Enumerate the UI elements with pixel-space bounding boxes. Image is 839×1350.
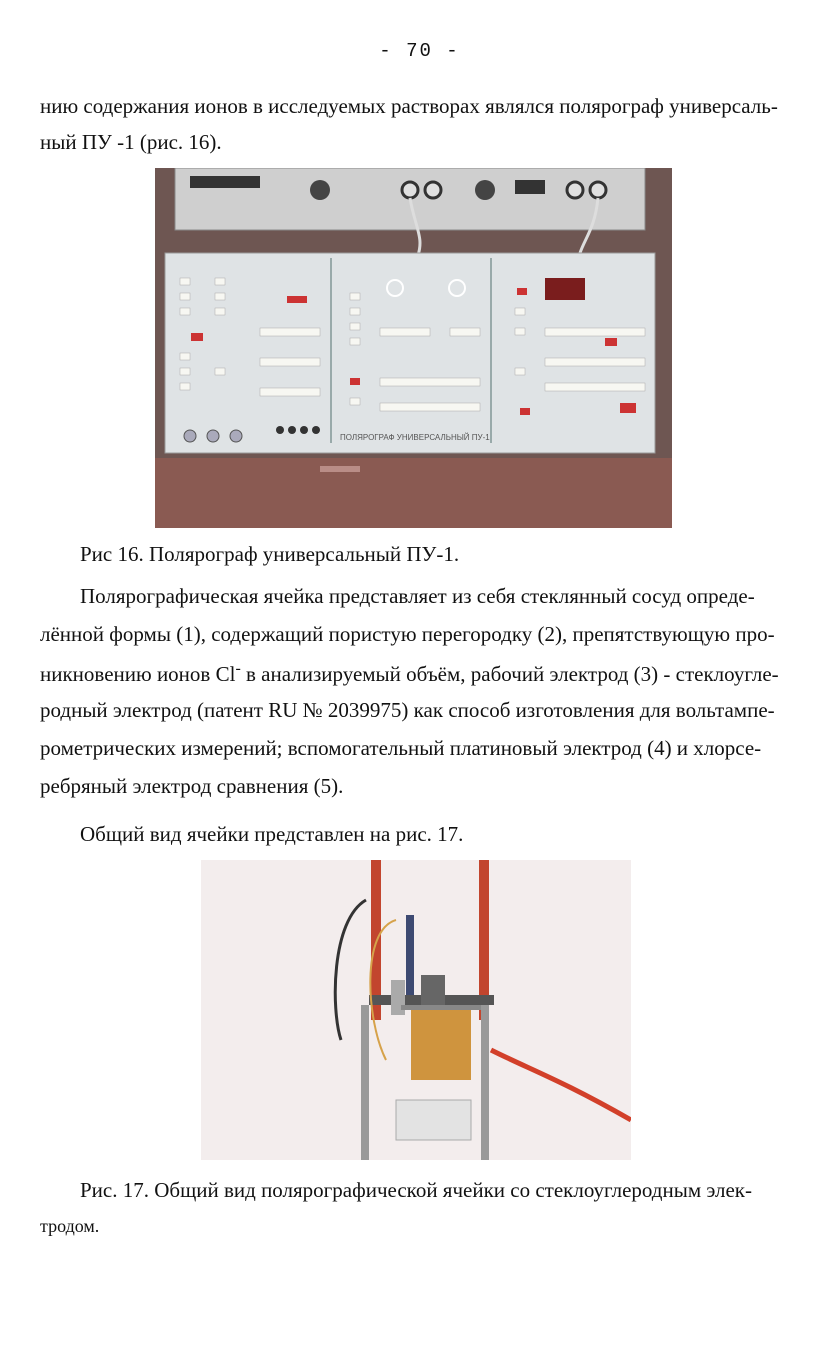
intro-line-1: нию содержания ионов в исследуемых растворах являлся полярограф универсаль-: [40, 94, 778, 118]
cell-illustration: [201, 860, 631, 1160]
paragraph-line-1: Полярографическая ячейка представляет из себя стеклянный сосуд опреде-: [80, 584, 755, 608]
figure-17-photo: [201, 860, 631, 1160]
figure-17-caption-line-2: тродом.: [40, 1216, 100, 1236]
figure-17-caption-line-1: Рис. 17. Общий вид полярографической ячейки со стеклоуглеродным элек-: [80, 1178, 752, 1202]
paragraph-line-4: родный электрод (патент RU № 2039975) как способ изготовления для вольтампе-: [40, 698, 775, 722]
paragraph-line-3b: в анализируемый объём, рабочий электрод (3) - стеклоугле-: [240, 662, 779, 686]
paragraph-line-6: ребряный электрод сравнения (5).: [40, 774, 344, 798]
general-view-line: Общий вид ячейки представлен на рис. 17.: [80, 822, 464, 846]
page-number: - 70 -: [379, 40, 460, 62]
paragraph-line-3a: никновению ионов Cl: [40, 662, 236, 686]
figure-16-photo: [155, 168, 672, 528]
polarograph-illustration: [155, 168, 672, 528]
panel-label: ПОЛЯРОГРАФ УНИВЕРСАЛЬНЫЙ ПУ-1: [340, 433, 490, 442]
intro-line-2: ный ПУ -1 (рис. 16).: [40, 130, 222, 154]
paragraph-line-3: [40, 660, 779, 687]
paragraph-line-5: рометрических измерений; вспомогательный платиновый электрод (4) и хлорсе-: [40, 736, 762, 760]
paragraph-line-2: лённой формы (1), содержащий пористую перегородку (2), препятствующую про-: [40, 622, 775, 646]
chloride-superscript: -: [235, 660, 241, 677]
figure-16-caption: Рис 16. Полярограф универсальный ПУ-1.: [80, 542, 460, 566]
